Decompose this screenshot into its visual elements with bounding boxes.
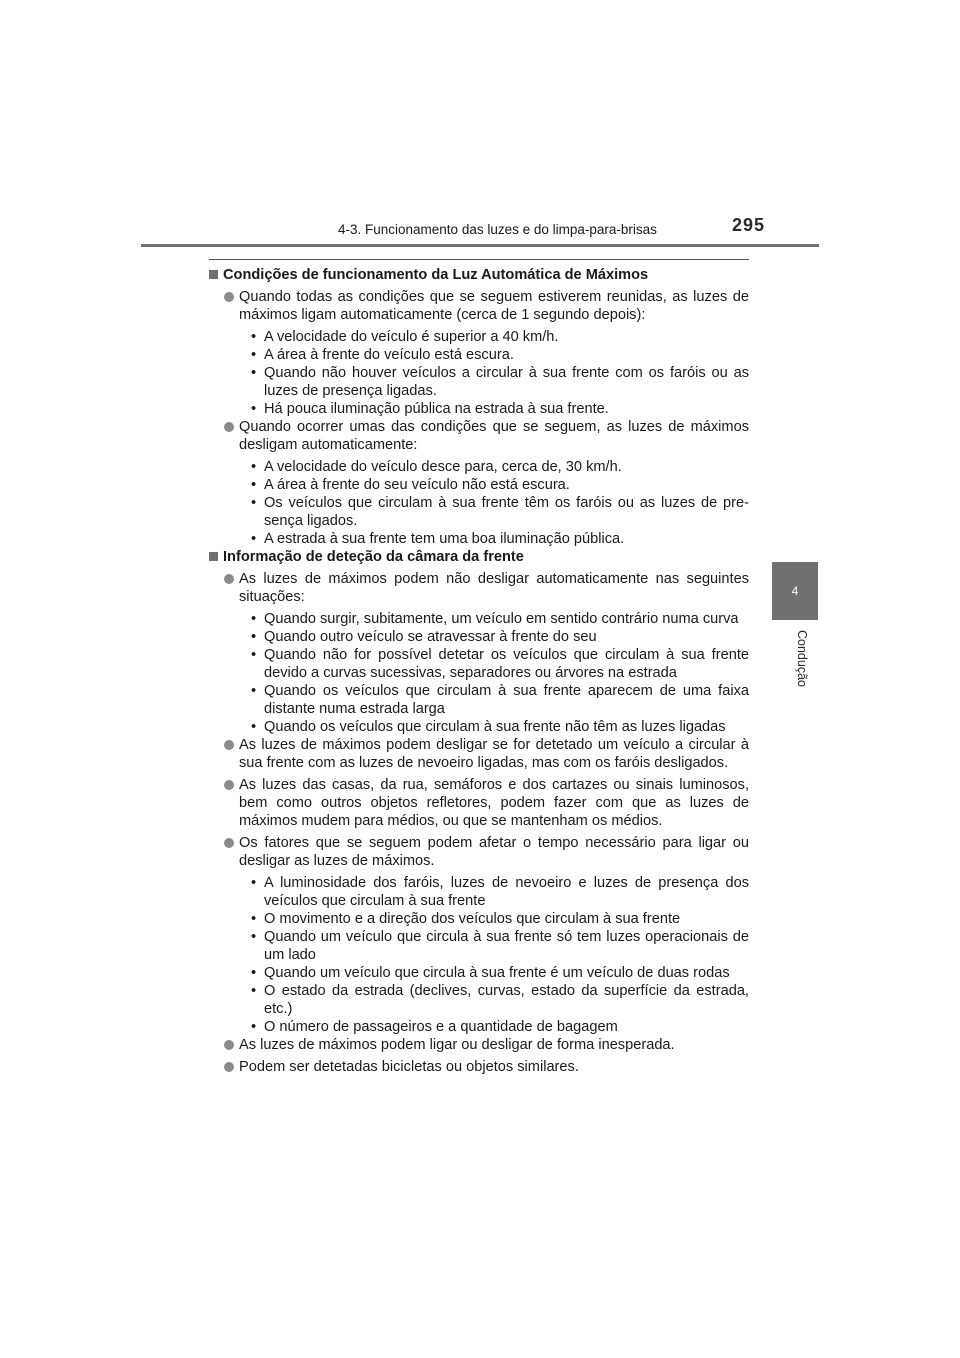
bullet-paragraph [209,776,749,830]
list-item: • A área à frente do veículo está escura. [209,346,749,364]
list-item: • Há pouca iluminação pública na estrada à sua frente. [209,400,749,418]
list-item: • O movimento e a direção dos veículos que circulam à sua frente [209,910,749,928]
bullet-paragraph [209,834,749,870]
paragraph-text: Quando todas as condições que se seguem estiverem reunidas, as luzes de máximos ligam automaticamente (cerca de 1 segundo depois): [239,289,749,323]
paragraph-text: Podem ser detetadas bicicletas ou objetos similares. [239,1059,579,1075]
chapter-number: 4 [791,584,799,598]
header-rule [141,244,819,247]
circle-bullet-icon [224,422,234,432]
bullet-paragraph [209,418,749,454]
list-item: • A área à frente do seu veículo não está escura. [209,476,749,494]
list-item: • Quando outro veículo se atravessar à frente do seu [209,628,749,646]
paragraph-text: As luzes das casas, da rua, semáforos e dos cartazes ou sinais luminosos, bem como outros objetos refletores, podem fazer com que as luzes de máximos mudem para médios, ou que se mantenham os médios. [239,777,749,829]
list-item: • Os veículos que circulam à sua frente têm os faróis ou as luzes de pre-sença ligados. [209,494,749,530]
square-bullet-icon [209,552,218,561]
section-title-text: Informação de deteção da câmara da frente [223,549,524,565]
square-bullet-icon [209,270,218,279]
sub-list [209,458,749,548]
list-item: • Quando um veículo que circula à sua frente só tem luzes operacionais de um lado [209,928,749,964]
list-item: • A estrada à sua frente tem uma boa iluminação pública. [209,530,749,548]
sub-list [209,328,749,418]
section-title-text: Condições de funcionamento da Luz Automática de Máximos [223,267,649,283]
section-title [209,266,749,284]
paragraph-text: As luzes de máximos podem desligar se for detetado um veículo a circular à sua frente com as luzes de nevoeiro ligadas, mas com os faróis desligados. [239,737,749,771]
list-item: • Quando não houver veículos a circular à sua frente com os faróis ou as luzes de presença ligadas. [209,364,749,400]
paragraph-text: As luzes de máximos podem ligar ou desligar de forma inesperada. [239,1037,675,1053]
page-content [209,266,749,1080]
chapter-label: Condução [795,630,809,687]
circle-bullet-icon [224,838,234,848]
circle-bullet-icon [224,740,234,750]
bullet-paragraph [209,1036,749,1054]
paragraph-text: Os fatores que se seguem podem afetar o tempo necessário para ligar ou desligar as luzes de máximos. [239,835,749,869]
list-item: • Quando não for possível detetar os veículos que circulam à sua frente devido a curvas sucessivas, separadores ou árvores na estrada [209,646,749,682]
page-number: 295 [732,215,766,235]
content-rule [209,259,749,260]
section-title [209,548,749,566]
list-item: • Quando surgir, subitamente, um veículo em sentido contrário numa curva [209,610,749,628]
list-item: • A velocidade do veículo é superior a 40 km/h. [209,328,749,346]
list-item: • A velocidade do veículo desce para, cerca de, 30 km/h. [209,458,749,476]
circle-bullet-icon [224,574,234,584]
circle-bullet-icon [224,1040,234,1050]
sub-list [209,874,749,1036]
chapter-tab [772,562,818,620]
bullet-paragraph [209,288,749,324]
list-item: • O número de passageiros e a quantidade de bagagem [209,1018,749,1036]
running-header-title: 4-3. Funcionamento das luzes e do limpa-para-brisas [338,222,657,237]
paragraph-text: As luzes de máximos podem não desligar automaticamente nas seguintes situações: [239,571,749,605]
list-item: • A luminosidade dos faróis, luzes de nevoeiro e luzes de presença dos veículos que circulam à sua frente [209,874,749,910]
circle-bullet-icon [224,292,234,302]
list-item: • Quando os veículos que circulam à sua frente aparecem de uma faixa distante numa estrada larga [209,682,749,718]
bullet-paragraph [209,570,749,606]
list-item: • O estado da estrada (declives, curvas, estado da superfície da estrada, etc.) [209,982,749,1018]
circle-bullet-icon [224,1062,234,1072]
sub-list [209,610,749,736]
paragraph-text: Quando ocorrer umas das condições que se seguem, as luzes de máximos desligam automaticamente: [239,419,749,453]
bullet-paragraph [209,1058,749,1076]
list-item: • Quando um veículo que circula à sua frente é um veículo de duas rodas [209,964,749,982]
circle-bullet-icon [224,780,234,790]
list-item: • Quando os veículos que circulam à sua frente não têm as luzes ligadas [209,718,749,736]
bullet-paragraph [209,736,749,772]
